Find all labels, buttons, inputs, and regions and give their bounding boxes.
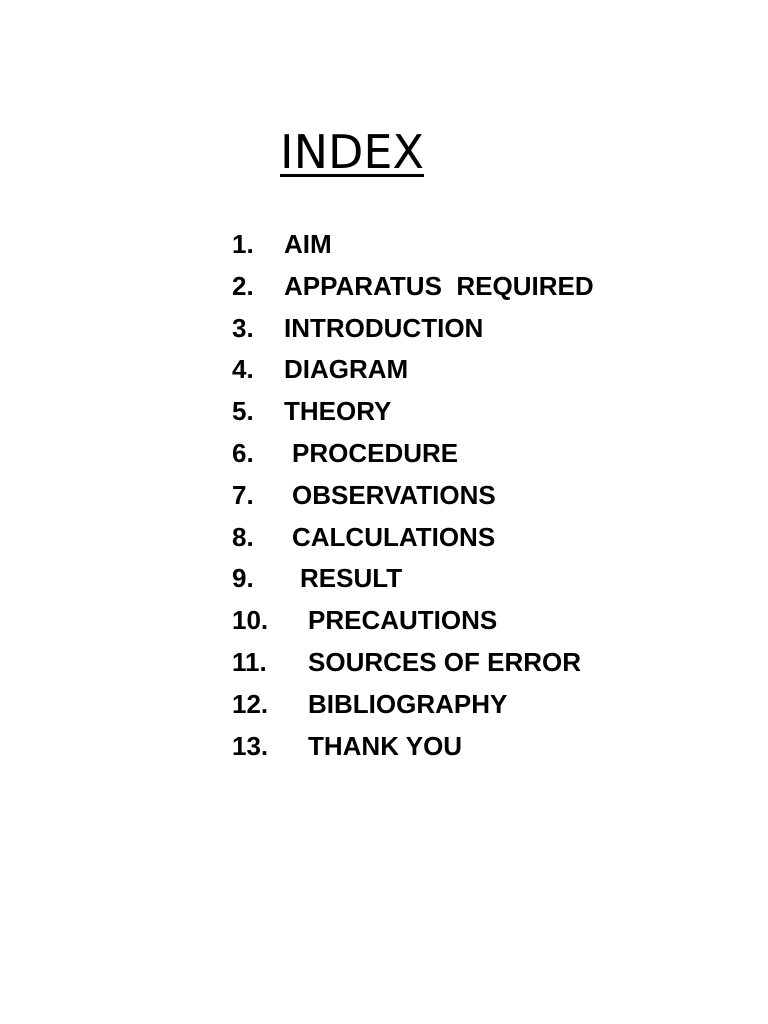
item-label: PRECAUTIONS [308,605,498,636]
item-label: BIBLIOGRAPHY [308,688,508,719]
item-number: 8. [232,521,254,552]
item-label: PROCEDURE [292,437,459,468]
item-label: INTRODUCTION [284,312,484,343]
item-number: 2. [232,270,254,301]
item-number: 3. [232,312,254,343]
item-number: 1. [232,229,254,259]
item-label: THEORY [284,396,392,427]
item-label: AIM [284,229,332,259]
item-label: OBSERVATIONS [292,479,496,510]
item-number: 4. [232,354,254,385]
item-number: 9. [232,563,254,594]
item-number: 11. [232,646,267,677]
item-label: APPARATUS REQUIRED [284,270,594,301]
item-number: 5. [232,396,254,427]
item-label: THANK YOU [308,730,463,761]
item-number: 12. [232,688,269,719]
item-label: CALCULATIONS [292,521,496,552]
item-number: 13. [232,730,269,761]
item-number: 6. [232,437,254,468]
item-number: 10. [232,605,269,636]
item-number: 7. [232,479,254,510]
page-title: INDEX [280,125,424,179]
item-label: SOURCES OF ERROR [308,646,582,677]
item-label: DIAGRAM [284,354,409,385]
item-label: RESULT [300,563,403,594]
